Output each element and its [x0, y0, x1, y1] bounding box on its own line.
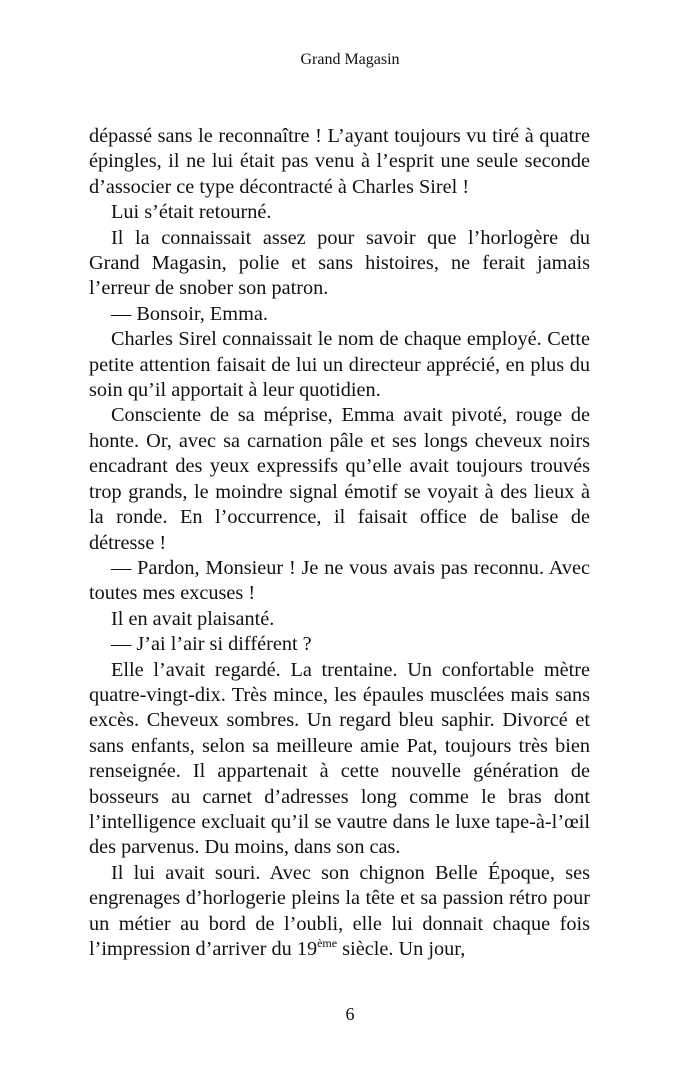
paragraph-text-before-superscript: Il lui avait souri. Avec son chignon Belle Époque, ses engrenages d’horlogerie pleins la tête et sa passion rétro pour un métier au bord de l’oubli, elle lui donnait chaque fois l’impression d’arriver du 19 — [89, 861, 590, 960]
paragraph: Elle l’avait regardé. La trentaine. Un confortable mètre quatre-vingt-dix. Très mince, les épaules musclées mais sans excès. Cheveux sombres. Un regard bleu saphir. Divorcé et sans enfants, selon sa meilleure amie Pat, toujours très bien renseignée. Il appartenait à cette nouvelle génération de bosseurs au carnet d’adresses long comme le bras dont l’intelligence excluait qu’il se vautre dans le luxe tape-à-l’œil des parvenus. Du moins, dans son cas. — [89, 658, 590, 859]
paragraph: Il en avait plaisanté. — [111, 607, 275, 630]
dialogue-line: — Bonsoir, Emma. — [111, 302, 268, 325]
page-number: 6 — [345, 1004, 355, 1024]
dialogue-line: — J’ai l’air si différent ? — [111, 633, 312, 656]
dialogue-line: — Pardon, Monsieur ! Je ne vous avais pas reconnu. Avec toutes mes excuses ! — [89, 556, 590, 605]
paragraph: Charles Sirel connaissait le nom de chaque employé. Cette petite attention faisait de lui un directeur apprécié, en plus du soin qu’il apportait à leur quotidien. — [89, 328, 590, 402]
body-text — [89, 124, 590, 962]
paragraph: Consciente de sa méprise, Emma avait pivoté, rouge de honte. Or, avec sa carnation pâle et ses longs cheveux noirs encadrant des yeux expressifs qu’elle avait toujours trouvés trop grands, le moindre signal émotif se voyait à des lieux à la ronde. En l’occurrence, il faisait office de balise de détresse ! — [89, 404, 590, 554]
paragraph-text-after-superscript: siècle. Un jour, — [337, 938, 466, 960]
paragraph: Lui s’était retourné. — [111, 201, 272, 224]
paragraph-last — [89, 861, 590, 963]
running-header: Grand Magasin — [300, 51, 400, 68]
paragraph: Il la connaissait assez pour savoir que l’horlogère du Grand Magasin, polie et sans histoires, ne ferait jamais l’erreur de snober son patron. — [89, 226, 590, 300]
paragraph: dépassé sans le reconnaître ! L’ayant toujours vu tiré à quatre épingles, il ne lui était pas venu à l’esprit une seule seconde d’associer ce type décontracté à Charles Sirel ! — [89, 125, 590, 198]
ordinal-superscript: ème — [317, 936, 338, 950]
